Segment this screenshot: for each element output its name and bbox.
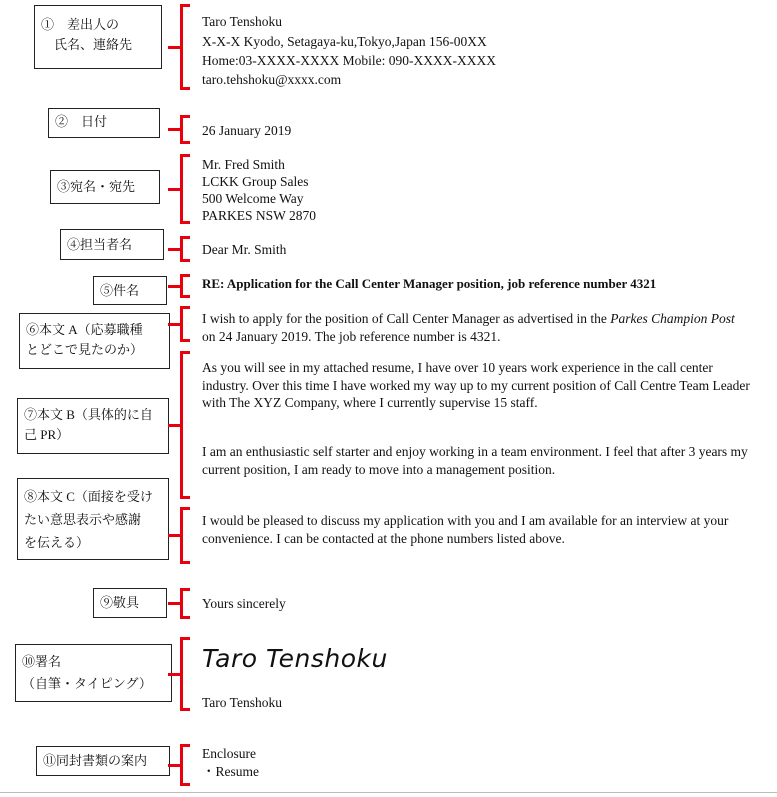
enclosure-item: ・Resume (202, 764, 259, 779)
body-a-publication: Parkes Champion Post (610, 311, 735, 326)
body-a-before: I wish to apply for the position of Call Center Manager as advertised in the (202, 311, 611, 326)
page-bottom-divider (0, 792, 777, 793)
bracket-body-a (180, 306, 190, 342)
bracket-subject (180, 274, 190, 298)
label-subject: ⑤件名 (93, 276, 167, 305)
label-enclosure: ⑪同封書類の案内 (36, 746, 170, 776)
body-b-paragraph-2: I am an enthusiastic self starter and enjoy working in a team environment. I feel that after 3 years my current position, I am ready to move into a management position. (202, 444, 748, 477)
sender-email: taro.tehshoku@xxxx.com (202, 72, 342, 87)
label-closing: ⑨敬具 (93, 588, 167, 618)
label-date: ② 日付 (48, 108, 160, 138)
label-body-b: ⑦本文 B（具体的に自 己 PR） (17, 398, 169, 454)
body-a-paragraph (202, 310, 742, 345)
bracket-enclosure (180, 744, 190, 786)
bracket-date (180, 115, 190, 144)
bracket-salutation (180, 236, 190, 262)
typed-signature: Taro Tenshoku (202, 695, 282, 710)
recipient-street: 500 Welcome Way (202, 191, 304, 206)
letter-date: 26 January 2019 (202, 123, 292, 138)
closing: Yours sincerely (202, 596, 286, 611)
body-c-paragraph: I would be pleased to discuss my application with you and I am available for an interview at your convenience. I can be contacted at the phone numbers listed above. (202, 513, 729, 546)
recipient-name: Mr. Fred Smith (202, 157, 285, 172)
salutation: Dear Mr. Smith (202, 242, 287, 257)
enclosure-title: Enclosure (202, 746, 256, 761)
label-body-a: ⑥本文 A（応募職種 とどこで見たのか） (19, 313, 170, 369)
sender-address: X-X-X Kyodo, Setagaya-ku,Tokyo,Japan 156-00XX (202, 34, 487, 49)
bracket-recipient (180, 154, 190, 224)
recipient-city: PARKES NSW 2870 (202, 208, 317, 223)
recipient-company: LCKK Group Sales (202, 174, 309, 189)
subject-line: RE: Application for the Call Center Manager position, job reference number 4321 (202, 276, 657, 291)
bracket-body-c (180, 507, 190, 564)
bracket-sender (180, 4, 190, 90)
bracket-closing (180, 588, 190, 619)
body-a-after: on 24 January 2019. The job reference number is 4321. (202, 328, 501, 344)
handwritten-signature: Taro Tenshoku (202, 644, 388, 673)
sender-phones: Home:03-XXXX-XXXX Mobile: 090-XXXX-XXXX (202, 53, 496, 68)
bracket-signature (180, 637, 190, 711)
label-body-c: ⑧本文 C（面接を受け たい意思表示や感謝 を伝える） (17, 478, 169, 560)
label-sender: ① 差出人の 氏名、連絡先 (34, 5, 162, 69)
label-signature: ⑩署名 （自筆・タイピング） (15, 644, 172, 702)
label-recipient: ③宛名・宛先 (50, 170, 160, 204)
body-b-paragraph-1: As you will see in my attached resume, I have over 10 years work experience in the call center industry. Over this time I have worked my way up to my current position of Call Centre Team Leader with The XYZ Company, where I currently supervise 15 staff. (202, 360, 750, 410)
label-salutation: ④担当者名 (60, 229, 164, 260)
bracket-body-b (180, 351, 190, 499)
sender-name: Taro Tenshoku (202, 14, 282, 29)
